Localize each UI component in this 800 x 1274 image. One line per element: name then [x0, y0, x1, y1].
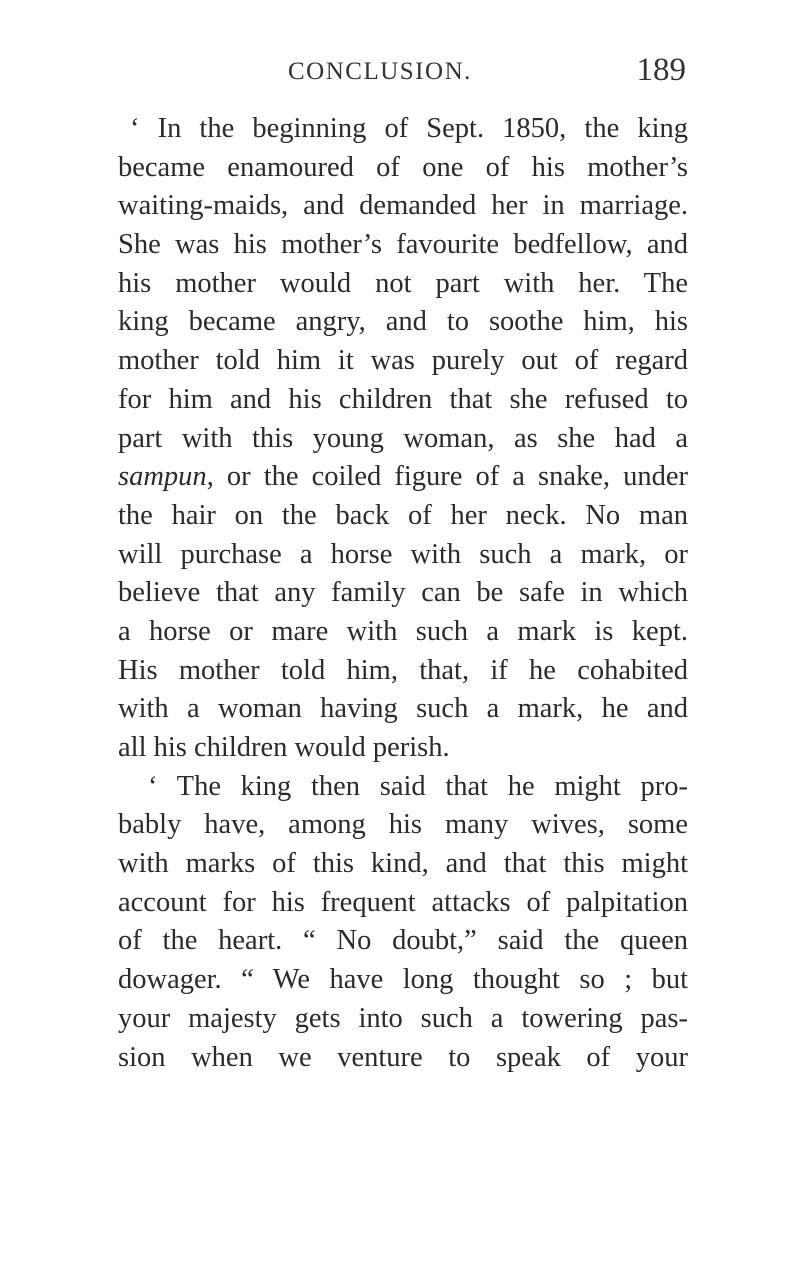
text-line: mother told him it was purely out of regard: [118, 345, 688, 377]
text-line: the hair on the back of her neck. No man: [118, 499, 688, 531]
page-number: 189: [636, 52, 686, 88]
text-line: all his children would perish.: [118, 732, 450, 763]
text-line: ‘ The king then said that he might pro-: [148, 770, 688, 802]
text-line: dowager. “ We have long thought so ; but: [118, 964, 688, 996]
text-line: part with this young woman, as she had a: [118, 422, 688, 454]
text-line: of the heart. “ No doubt,” said the queen: [118, 925, 688, 957]
text-line: bably have, among his many wives, some: [118, 809, 688, 841]
body-text: [118, 110, 688, 1077]
text-line: your majesty gets into such a towering pas-: [118, 1002, 688, 1034]
text-line: ‘ In the beginning of Sept. 1850, the king: [130, 113, 688, 144]
text-line: his mother would not part with her. The: [118, 267, 688, 299]
running-head: [118, 52, 698, 92]
text-line: king became angry, and to soothe him, his: [118, 306, 688, 338]
text-line: His mother told him, that, if he cohabited: [118, 654, 688, 686]
text-fragment: , or the coiled figure of a snake, under: [206, 461, 688, 493]
text-line-mixed: [118, 458, 688, 497]
text-line: with marks of this kind, and that this might: [118, 848, 688, 880]
text-line: for him and his children that she refused to: [118, 383, 688, 415]
text-line: account for his frequent attacks of palpitation: [118, 886, 688, 918]
text-line: believe that any family can be safe in which: [118, 577, 688, 609]
text-line: She was his mother’s favourite bedfellow, and: [118, 229, 688, 261]
running-title: CONCLUSION.: [288, 58, 472, 85]
italic-term: sampun: [118, 461, 207, 493]
text-line: will purchase a horse with such a mark, or: [118, 538, 688, 570]
text-line: became enamoured of one of his mother’s: [118, 151, 688, 183]
text-line: sion when we venture to speak of your: [118, 1041, 688, 1073]
text-line: a horse or mare with such a mark is kept.: [118, 615, 688, 647]
text-line: with a woman having such a mark, he and: [118, 693, 688, 725]
text-line: waiting-maids, and demanded her in marriage.: [118, 190, 688, 222]
